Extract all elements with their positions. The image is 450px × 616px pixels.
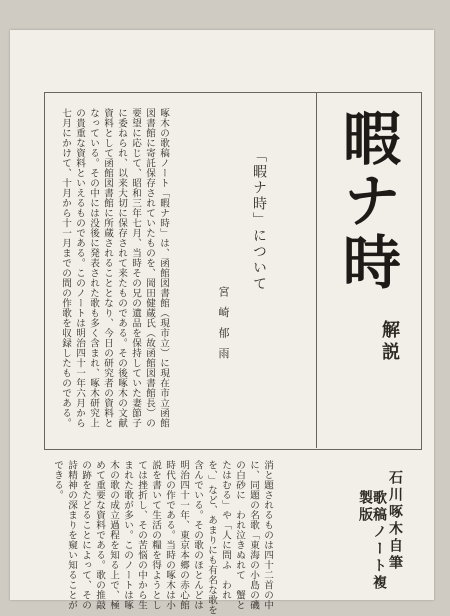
credit-author: 石川啄木自筆 [387,470,403,572]
document-title-suffix: 解説 [379,320,400,364]
credit-edition: 歌稿ノート複製版 [357,490,387,592]
essay-title: 「暇ナ時」について [251,148,267,292]
essay-body-upper: 啄木の歌稿ノート「暇ナ時」は、函館図書館（現市立）に現在市立函館図書館に寄託保存されていたものを、岡田健蔵氏（故函館図書館長）の要望に応じて、昭和三年七月、当時その兄の遺品を保持していた妻節子に委ねられ、以来大切に保存されて来たものである。その後啄木の文献資料として函館図書館に所蔵されることとなり、今日の研究者の資料となっている。その中には没後に発表された歌も多く含まれ、啄木研究上の貴重な資料といえるものである。このノートは明治四十一年六月から七月にかけて、十月から十一月までの間の作歌を収録したものである。 [60,108,169,428]
document-title: 暇ナ時 [333,108,401,294]
essay-author: 宮 崎 郁 雨 [217,286,230,362]
frame-divider [316,92,317,448]
essay-body-lower: 消と題されるものは四十二首の中に、同題の名歌「東海の小島の磯の白砂に われ泣きぬれて 蟹とたはむる」や「人に問ふ われを、」など、あまりにも有名な歌を含んでいる。その歌のほとんどは明治四十一年、東京本郷の赤心館時代の作である。当時の啄木は小説を書いて生活の糧を得ようとしては挫折し、その苦悩の中から生まれた歌が多い。このノートは啄木の歌の成立過程を知る上で、極めて重要な資料である。歌の推敲の跡をたどることによって、その詩精神の深まりを窺い知ることができる。 [52,460,273,616]
document-sheet [10,30,434,616]
